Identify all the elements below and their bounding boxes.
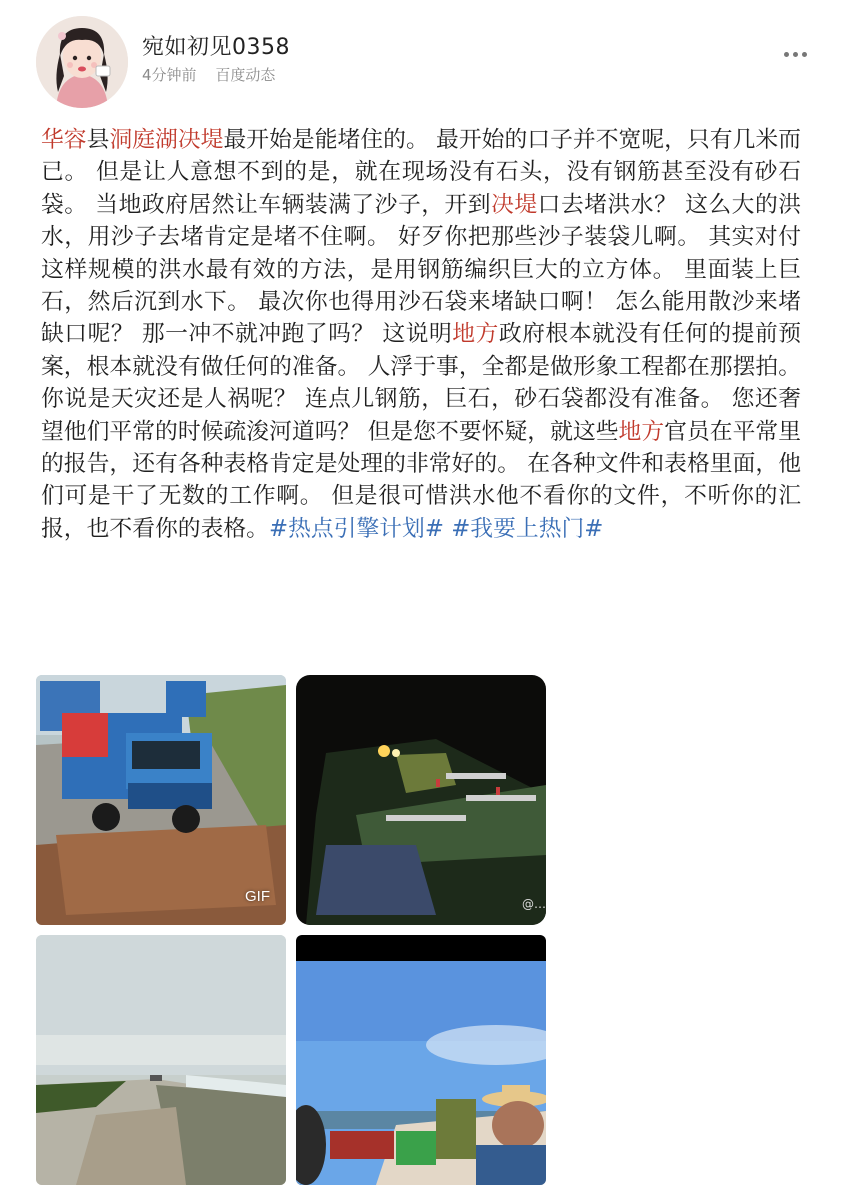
post-text: 县 [86, 127, 110, 153]
post-text: 官员在平常里的报告，还有各种表格肯定是处理的非常好的。 在各种文件和表格里面，他们可是干了无数的工作啊。 但是很可惜洪水他不看你的文件，不听你的汇报，也不看你的表格。 [41, 418, 802, 542]
keyword-link[interactable]: 华容 [41, 127, 87, 153]
flood-photo [36, 935, 286, 1185]
gif-badge: GIF [245, 888, 270, 905]
post-text: 政府根本就没有任何的提前预案，根本就没有做任何的准备。 人浮于事，全都是做形象工程都在那摆拍。 你说是天灾还是人祸呢？ 连点儿钢筋，巨石，砂石袋都没有准备。 您还奢望他们平常的时候疏浚河道吗？ 但是您不要怀疑，就这些 [41, 321, 802, 445]
keyword-link[interactable]: 地方 [452, 321, 499, 348]
username[interactable]: 宛如初见0358 [142, 35, 290, 60]
post-text: 口去堵洪水？ 这么大的洪水，用沙子去堵肯定是堵不住啊。 好歹你把那些沙子装袋儿啊。 其实对付这样规模的洪水最有效的方法，是用钢筋编织巨大的立方体。 里面装上巨石，然后沉到水下。 最次你也得用沙石袋来堵缺口啊！ 怎么能用散沙来堵缺口呢？ 那一冲不就冲跑了吗？ 这说明 [41, 191, 802, 348]
night-photo [296, 675, 546, 925]
avatar[interactable] [36, 16, 128, 108]
keyword-link[interactable]: 决堤 [491, 191, 538, 218]
post-source: 百度动态 [215, 66, 276, 84]
image-watermark: @… [522, 897, 546, 911]
keyword-link[interactable]: 地方 [618, 418, 665, 445]
hashtag-link[interactable]: #我要上热门# [451, 515, 604, 542]
keyword-link[interactable]: 洞庭湖决堤 [109, 127, 224, 153]
hashtag-link[interactable]: #热点引擎计划# [268, 515, 444, 542]
image-grid [36, 675, 548, 1185]
image-night-crowd[interactable] [296, 675, 546, 925]
more-dots-icon[interactable] [784, 52, 807, 57]
post-time: 4分钟前 [142, 66, 197, 84]
image-people-dump-truck[interactable] [296, 935, 546, 1185]
post-text: 最开始是能堵住的。 最开始的口子并不宽呢，只有几米而已。 但是让人意想不到的是，就在现场没有石头，没有钢筋甚至没有砂石袋。 当地政府居然让车辆装满了沙子，开到 [41, 127, 802, 218]
image-truck-gif[interactable] [36, 675, 286, 925]
rescue-photo [296, 935, 546, 1185]
post-header [0, 0, 841, 110]
post-meta [142, 64, 289, 85]
image-flooded-road[interactable] [36, 935, 286, 1185]
avatar-illustration-icon [36, 16, 128, 108]
post-body [41, 124, 801, 545]
